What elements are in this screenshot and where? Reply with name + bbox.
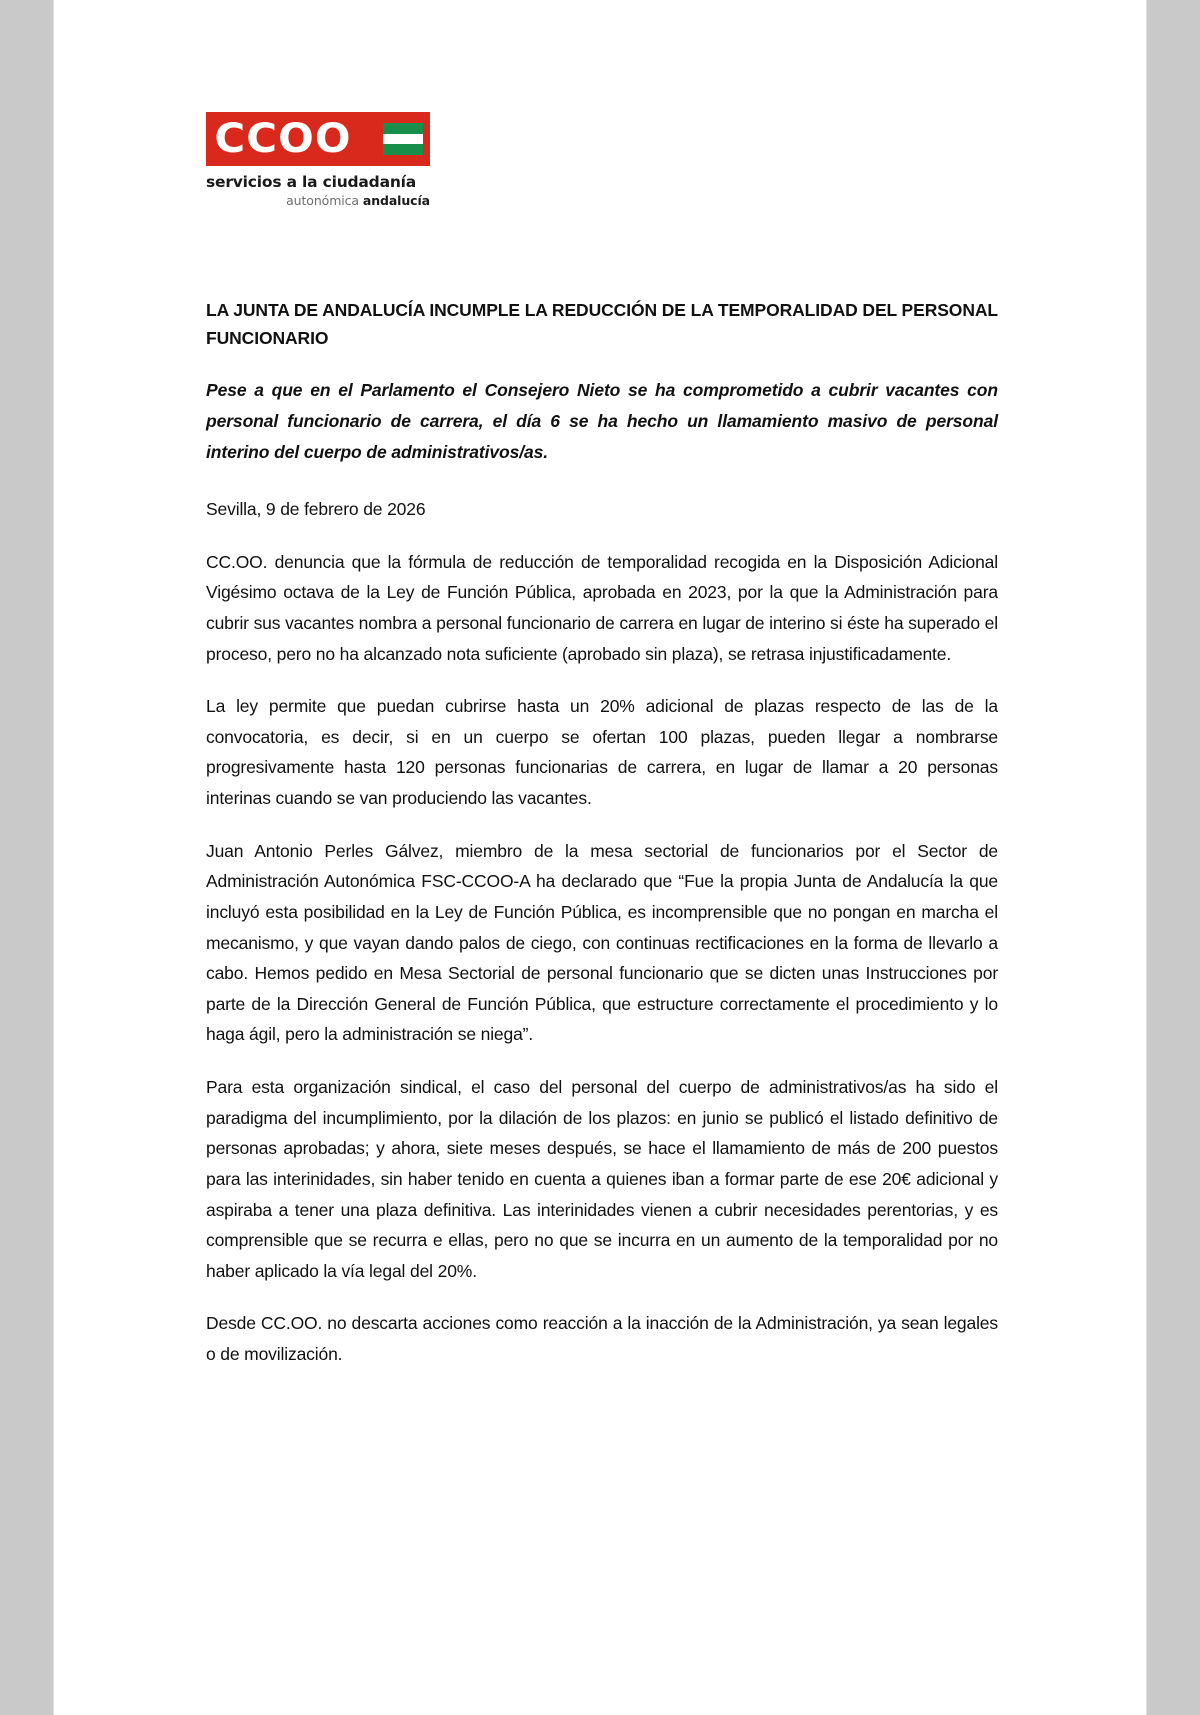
body-paragraph: Para esta organización sindical, el caso del personal del cuerpo de administrativos/as ha sido el paradigma del incumplimiento, por la dilación de los plazos: en junio se publicó el listado definitivo de personas aprobadas; y ahora, siete meses después, se hace el llamamiento de más de 200 puestos para las interinidades, sin haber tenido en cuenta a quienes iban a formar parte de ese 20€ adicional y aspiraba a tener una plaza definitiva. Las interinidades vienen a cubrir necesidades perentorias, y es comprensible que se recurra e ellas, pero no que se incurra en un aumento de la temporalidad por no haber aplicado la vía legal del 20%.	[206, 1077, 998, 1281]
lead-paragraph: Pese a que en el Parlamento el Consejero Nieto se ha comprometido a cubrir vacantes con personal funcionario de carrera, el día 6 se ha hecho un llamamiento masivo de personal interino del cuerpo de administrativos/as.	[206, 379, 998, 462]
dateline: Sevilla, 9 de febrero de 2026	[206, 499, 426, 520]
body-paragraph: La ley permite que puedan cubrirse hasta un 20% adicional de plazas respecto de las de la convocatoria, es decir, si en un cuerpo se ofertan 100 plazas, pueden llegar a nombrarse progresivamente hasta 120 personas funcionarias de carrera, en lugar de llamar a 20 personas interinas cuando se van produciendo las vacantes.	[206, 696, 998, 809]
document-page	[54, 0, 1146, 1715]
logo-red-bar	[206, 112, 430, 166]
logo-brand-text: CCOO	[214, 116, 352, 162]
andalusia-flag-icon	[383, 123, 423, 155]
logo-subtitle-region-light: autonómica	[286, 193, 363, 208]
page-title: LA JUNTA DE ANDALUCÍA INCUMPLE LA REDUCCIÓN DE LA TEMPORALIDAD DEL PERSONAL FUNCIONARIO	[206, 300, 998, 349]
document-body	[206, 296, 998, 1370]
ccoo-logo	[206, 112, 430, 208]
body-paragraph: Desde CC.OO. no descarta acciones como reacción a la inacción de la Administración, ya sean legales o de movilización.	[206, 1313, 998, 1365]
logo-subtitle-region-bold: andalucía	[362, 193, 430, 208]
body-paragraph: Juan Antonio Perles Gálvez, miembro de la mesa sectorial de funcionarios por el Sector de Administración Autonómica FSC-CCOO-A ha declarado que “Fue la propia Junta de Andalucía la que incluyó esta posibilidad en la Ley de Función Pública, es incomprensible que no pongan en marcha el mecanismo, y que vayan dando palos de ciego, con continuas rectificaciones en la forma de llevarlo a cabo. Hemos pedido en Mesa Sectorial de personal funcionario que se dicten unas Instrucciones por parte de la Dirección General de Función Pública, que estructure correctamente el procedimiento y lo haga ágil, pero la administración se niega”.	[206, 840, 998, 1045]
body-paragraph: CC.OO. denuncia que la fórmula de reducción de temporalidad recogida en la Disposición Adicional Vigésimo octava de la Ley de Función Pública, aprobada en 2023, por la que la Administración para cubrir sus vacantes nombra a personal funcionario de carrera en lugar de interino si éste ha superado el proceso, pero no ha alcanzado nota suficiente (aprobado sin plaza), se retrasa injustificadamente.	[206, 551, 998, 664]
logo-subtitle-secondary	[206, 193, 430, 208]
logo-subtitle-primary: servicios a la ciudadanía	[206, 173, 417, 191]
